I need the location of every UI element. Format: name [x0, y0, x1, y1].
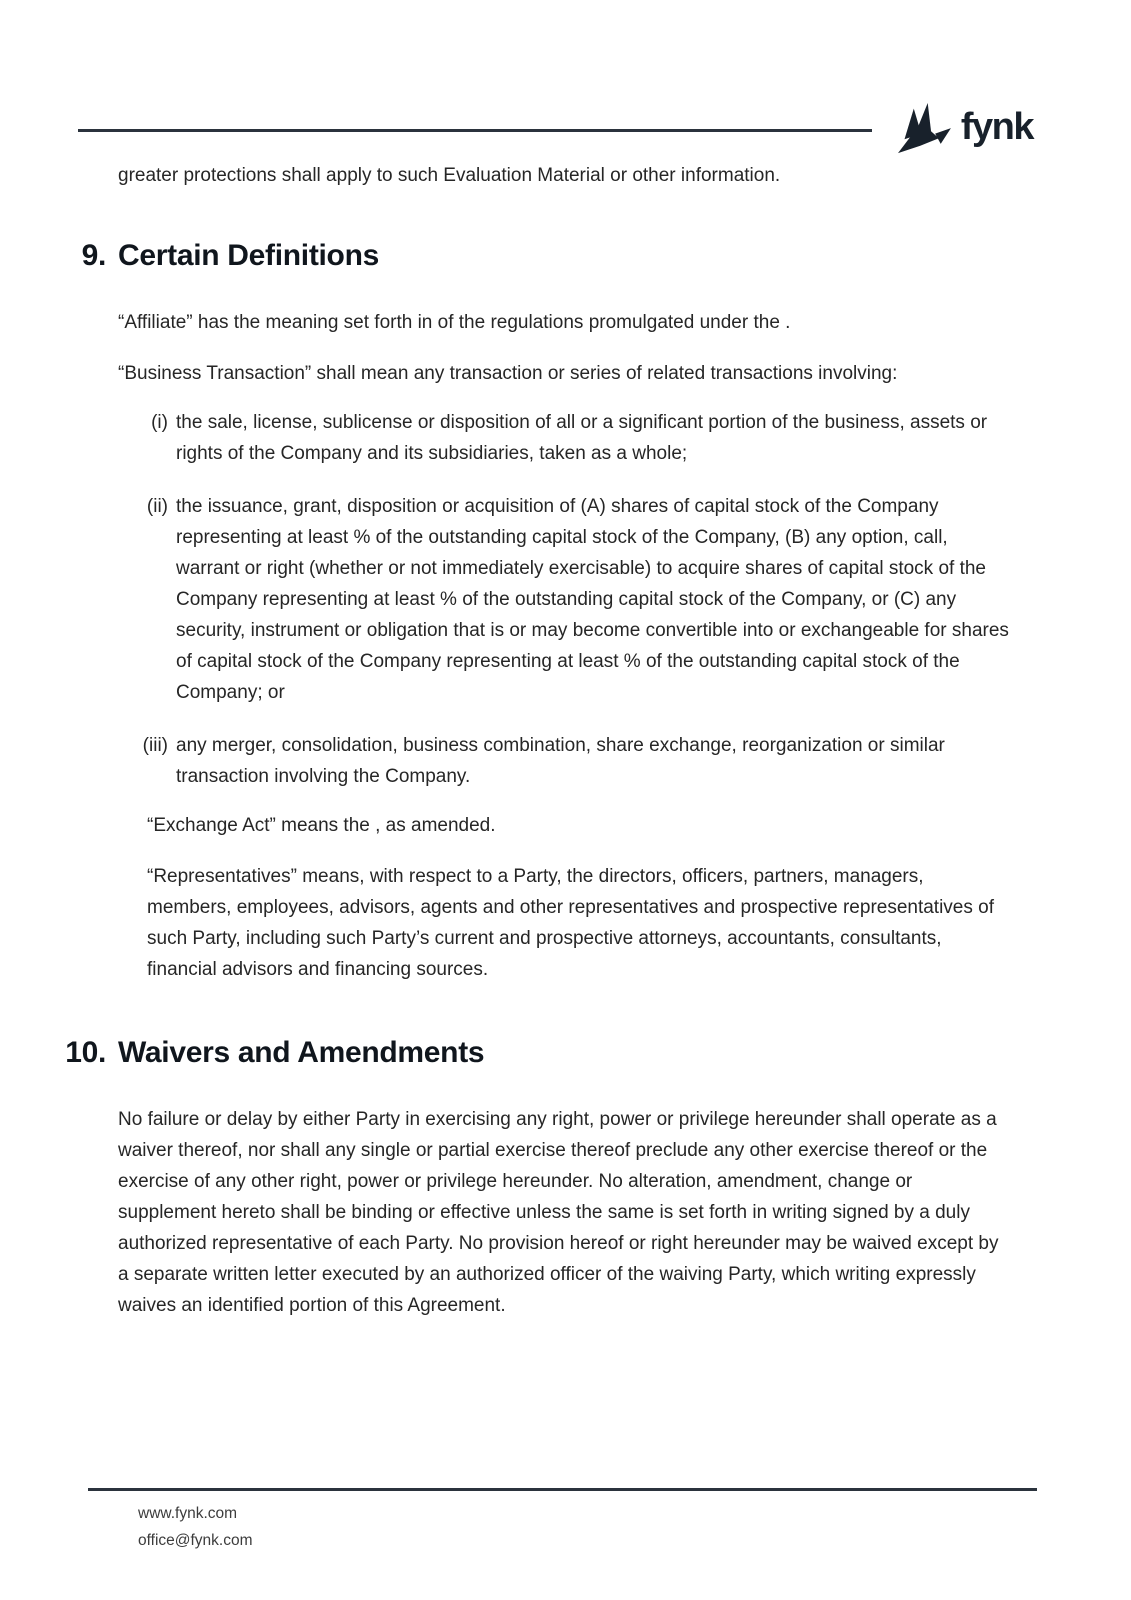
logo-wordmark: fynk — [960, 106, 1033, 148]
list-item-i-marker: (i) — [151, 412, 168, 433]
section-10-heading — [54, 1035, 1013, 1071]
origami-crane-icon — [894, 103, 954, 155]
header-divider — [78, 129, 872, 132]
list-item-i — [118, 407, 1013, 469]
list-item-ii — [118, 491, 1013, 708]
list-item-iii-marker: (iii) — [142, 735, 168, 756]
exchange-act-paragraph: “Exchange Act” means the , as amended. — [147, 815, 496, 836]
footer-website: www.fynk.com — [138, 1505, 238, 1522]
representatives-paragraph: “Representatives” means, with respect to a Party, the directors, officers, partners, managers, members, employees, advisors, agents and other representatives and prospective representatives of such Party, including such Party’s current and prospective attorneys, accountants, consultants, financial advisors and financing sources. — [147, 866, 995, 980]
business-transaction-paragraph: “Business Transaction” shall mean any transaction or series of related transactions involving: — [118, 363, 898, 384]
section-10-number: 10. — [65, 1036, 106, 1069]
list-item-iii — [118, 730, 1013, 792]
waivers-body-paragraph: No failure or delay by either Party in exercising any right, power or privilege hereunder shall operate as a waiver thereof, nor shall any single or partial exercise thereof preclude any other exercise thereof or the exercise of any other right, power or privilege hereunder. No alteration, amendment, change or supplement hereto shall be binding or effective unless the same is set forth in writing signed by a duly authorized representative of each Party. No provision hereof or right hereunder may be waived except by a separate written letter executed by an authorized officer of the waiving Party, which writing expressly waives an identified portion of this Agreement. — [118, 1109, 999, 1316]
list-item-ii-marker: (ii) — [146, 496, 168, 517]
business-transaction-list — [118, 407, 1013, 792]
footer-contact — [88, 1491, 1037, 1554]
section-9-number: 9. — [81, 239, 106, 272]
section-9-title: Certain Definitions — [118, 239, 379, 272]
fynk-logo — [894, 103, 1033, 155]
footer-email: office@fynk.com — [138, 1532, 253, 1549]
list-item-ii-text: the issuance, grant, disposition or acquisition of (A) shares of capital stock of the Company representing at least % of the outstanding capital stock of the Company, (B) any option, call, warrant or right (whether or not immediately exercisable) to acquire shares of capital stock of the Company representing at least % of the outstanding capital stock of the Company, or (C) any security, instrument or obligation that is or may become convertible into or exchangeable for shares of capital stock of the Company representing at least % of the outstanding capital stock of the Company; or — [176, 496, 1009, 703]
section-9-heading — [54, 238, 1013, 274]
page-footer — [88, 1488, 1037, 1554]
page-header — [78, 100, 1033, 158]
section-10-title: Waivers and Amendments — [118, 1036, 485, 1069]
list-item-iii-text: any merger, consolidation, business combination, share exchange, reorganization or similar transaction involving the Company. — [176, 735, 945, 787]
intro-paragraph: greater protections shall apply to such Evaluation Material or other information. — [118, 165, 781, 186]
document-body — [54, 160, 1013, 1341]
list-item-i-text: the sale, license, sublicense or disposition of all or a significant portion of the business, assets or rights of the Company and its subsidiaries, taken as a whole; — [176, 412, 988, 464]
affiliate-definition-paragraph: “Affiliate” has the meaning set forth in of the regulations promulgated under the . — [118, 312, 791, 333]
